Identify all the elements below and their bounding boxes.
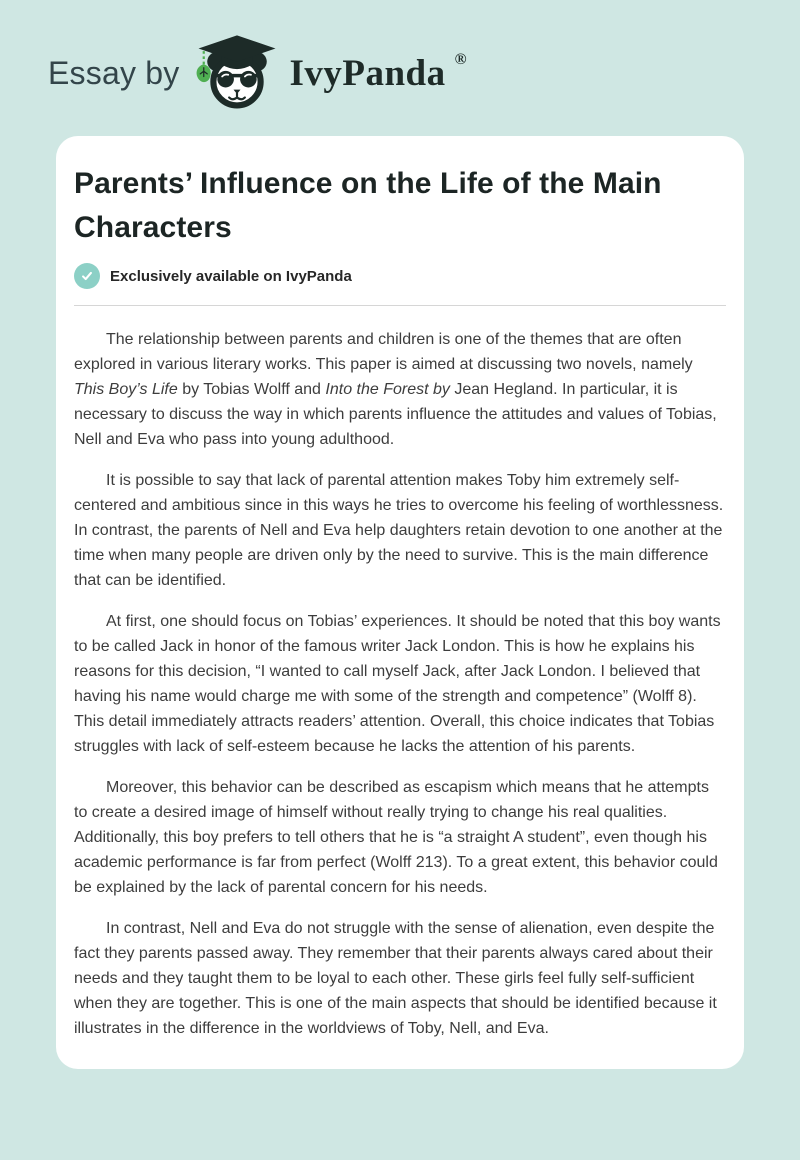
essay-by-label: Essay by — [48, 54, 180, 91]
essay-paragraph: In contrast, Nell and Eva do not struggle with the sense of alienation, even despite the fact they parents passed away. They remember that their parents always cared about their needs and they taught them to be loyal to each other. These girls feel fully self-sufficient when they are together. This is one of the main aspects that should be identified because it illustrates in the difference in the worldviews of Toby, Nell, and Eva. — [74, 920, 717, 1037]
brand-name: IvyPanda — [289, 52, 446, 94]
essay-card — [56, 136, 744, 1069]
registered-mark: ® — [454, 51, 467, 68]
exclusive-badge — [74, 263, 726, 289]
check-icon — [74, 263, 100, 289]
essay-paragraph: Moreover, this behavior can be described as escapism which means that he attempts to create a desired image of himself without really trying to change his real qualities. Additionally, this boy prefers to tell others that he is “a straight A student”, even though his academic performance is far from perfect (Wolff 213). To a great extent, this behavior could be explained by the lack of parental concern for his needs. — [74, 779, 718, 896]
exclusive-badge-label: Exclusively available on IvyPanda — [110, 267, 352, 285]
ivypanda-logo[interactable] — [193, 31, 465, 115]
essay-paragraph: At first, one should focus on Tobias’ experiences. It should be noted that this boy wants to be called Jack in honor of the famous writer Jack London. This is how he explains his reasons for this decision, “I wanted to call myself Jack, after Jack London. I believed that having his name would charge me with some of the strength and competence” (Wolff 8). This detail immediately attracts readers’ attention. Overall, this choice indicates that Tobias struggles with lack of self-esteem because he lacks the attention of his parents. — [74, 613, 721, 755]
essay-title: Parents’ Influence on the Life of the Main Characters — [74, 167, 662, 244]
essay-paragraph: It is possible to say that lack of parental attention makes Toby him extremely self-centered and ambitious since in this ways he tries to overcome his feeling of worthlessness. In contrast, the parents of Nell and Eva help daughters retain devotion to one another at the time when many people are driven only by the need to survive. This is the main difference that can be identified. — [74, 472, 724, 589]
essay-body — [74, 327, 726, 1041]
site-header — [0, 0, 800, 118]
essay-paragraph: The relationship between parents and children is one of the themes that are often explored in various literary works. This paper is aimed at discussing two novels, namely This Boy’s Life by Tobias Wolff and Into the Forest by Jean Hegland. In particular, it is necessary to discuss the way in which parents influence the attitudes and values of Tobias, Nell and Eva who pass into young adulthood. — [74, 331, 717, 448]
divider — [74, 305, 726, 306]
panda-graduate-icon — [193, 31, 281, 115]
